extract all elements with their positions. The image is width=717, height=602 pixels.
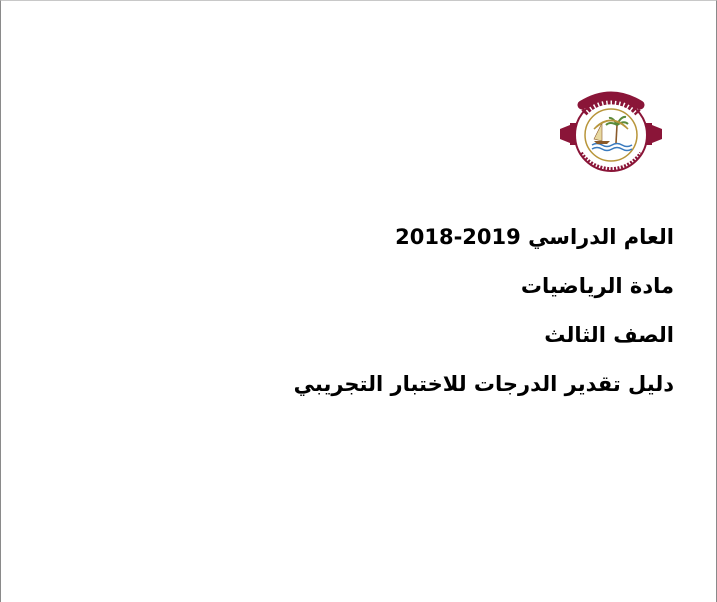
academic-year-line xyxy=(294,223,674,251)
subject-line: مادة الرياضيات xyxy=(520,274,674,298)
guide-title-line: دليل تقدير الدرجات للاختبار التجريبي xyxy=(293,372,674,396)
grade-line: الصف الثالث xyxy=(544,323,674,347)
academic-year-label: العام الدراسي xyxy=(528,225,674,249)
academic-year-value: 2018-2019 xyxy=(395,225,521,249)
qatar-emblem-logo xyxy=(556,83,666,183)
document-title-block xyxy=(294,223,674,398)
